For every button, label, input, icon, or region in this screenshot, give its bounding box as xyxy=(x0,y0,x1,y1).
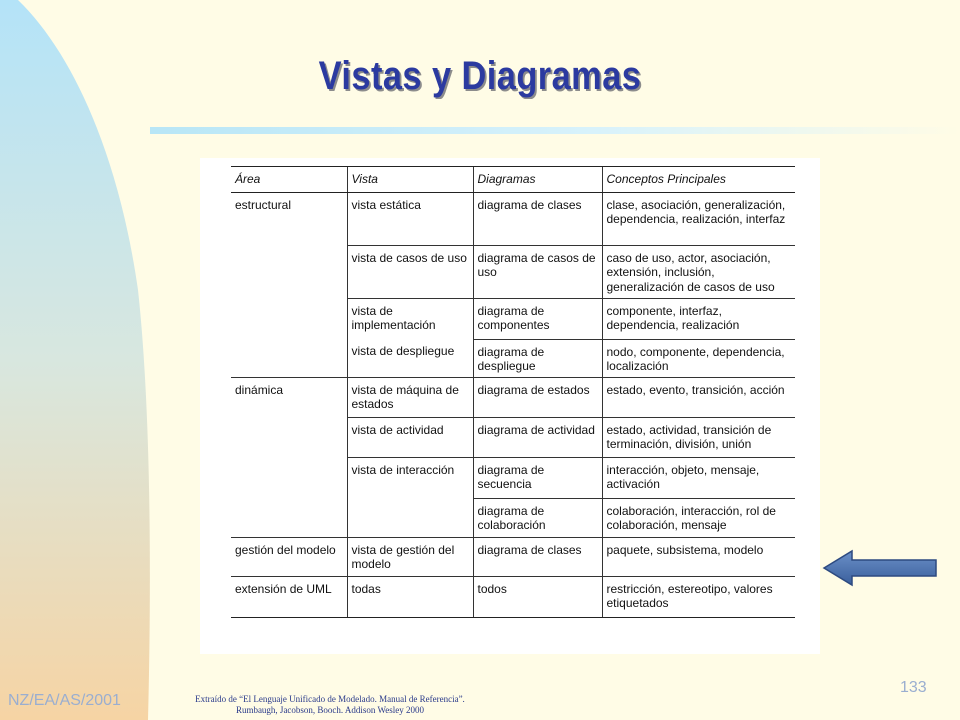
conceptos-cell: estado, evento, transición, acción xyxy=(602,377,795,417)
header-conceptos: Conceptos Principales xyxy=(602,167,795,193)
header-diagramas: Diagramas xyxy=(473,167,602,193)
diagrama-cell: diagrama de estados xyxy=(473,377,602,417)
course-code: NZ/EA/AS/2001 xyxy=(8,692,121,709)
diagrama-cell: diagrama de componentes xyxy=(473,298,602,339)
table-image xyxy=(200,158,820,654)
left-arrow-icon xyxy=(822,549,942,589)
vista-cell: vista de despliegue xyxy=(347,339,473,377)
vista-cell: vista de máquina de estados xyxy=(347,377,473,417)
diagrama-cell: diagrama de actividad xyxy=(473,417,602,457)
table-row xyxy=(231,537,795,576)
diagrama-cell: diagrama de colaboración xyxy=(473,498,602,537)
citation-line-1: Extraído de “El Lenguaje Unificado de Modelado. Manual de Referencia”. xyxy=(195,694,465,704)
vista-cell: vista de casos de uso xyxy=(347,245,473,298)
conceptos-cell: clase, asociación, generalización, dependencia, realización, interfaz xyxy=(602,192,795,245)
diagrama-cell: diagrama de secuencia xyxy=(473,457,602,498)
area-cell: gestión del modelo xyxy=(231,537,347,576)
area-cell: dinámica xyxy=(231,377,347,537)
table-row xyxy=(231,576,795,617)
left-decorative-band xyxy=(0,0,150,720)
conceptos-cell: restricción, estereotipo, valores etiquetados xyxy=(602,576,795,617)
citation-line-2: Rumbaugh, Jacobson, Booch. Addison Wesley 2000 xyxy=(235,705,425,715)
table-header-row xyxy=(231,167,795,193)
header-area: Área xyxy=(231,167,347,193)
conceptos-cell: estado, actividad, transición de terminación, división, unión xyxy=(602,417,795,457)
title-underline xyxy=(150,127,960,134)
area-cell: estructural xyxy=(231,192,347,377)
conceptos-cell: caso de uso, actor, asociación, extensión, inclusión, generalización de casos de uso xyxy=(602,245,795,298)
vista-cell: vista estática xyxy=(347,192,473,245)
vista-cell: vista de interacción xyxy=(347,457,473,537)
page-number: 133 xyxy=(900,679,927,696)
diagrama-cell: diagrama de casos de uso xyxy=(473,245,602,298)
conceptos-cell: interacción, objeto, mensaje, activación xyxy=(602,457,795,498)
source-citation xyxy=(150,694,510,716)
diagrama-cell: diagrama de clases xyxy=(473,192,602,245)
vista-cell: vista de implementación xyxy=(347,298,473,339)
conceptos-cell: colaboración, interacción, rol de colaboración, mensaje xyxy=(602,498,795,537)
slide-title: Vistas y Diagramas xyxy=(318,54,642,98)
diagrama-cell: diagrama de clases xyxy=(473,537,602,576)
diagrama-cell: todos xyxy=(473,576,602,617)
table-row xyxy=(231,377,795,417)
header-vista: Vista xyxy=(347,167,473,193)
area-cell: extensión de UML xyxy=(231,576,347,617)
conceptos-cell: nodo, componente, dependencia, localización xyxy=(602,339,795,377)
diagrama-cell: diagrama de despliegue xyxy=(473,339,602,377)
conceptos-cell: paquete, subsistema, modelo xyxy=(602,537,795,576)
table-row xyxy=(231,192,795,245)
vista-cell: vista de gestión del modelo xyxy=(347,537,473,576)
vista-cell: todas xyxy=(347,576,473,617)
conceptos-cell: componente, interfaz, dependencia, realización xyxy=(602,298,795,339)
uml-views-table xyxy=(231,166,795,618)
vista-cell: vista de actividad xyxy=(347,417,473,457)
